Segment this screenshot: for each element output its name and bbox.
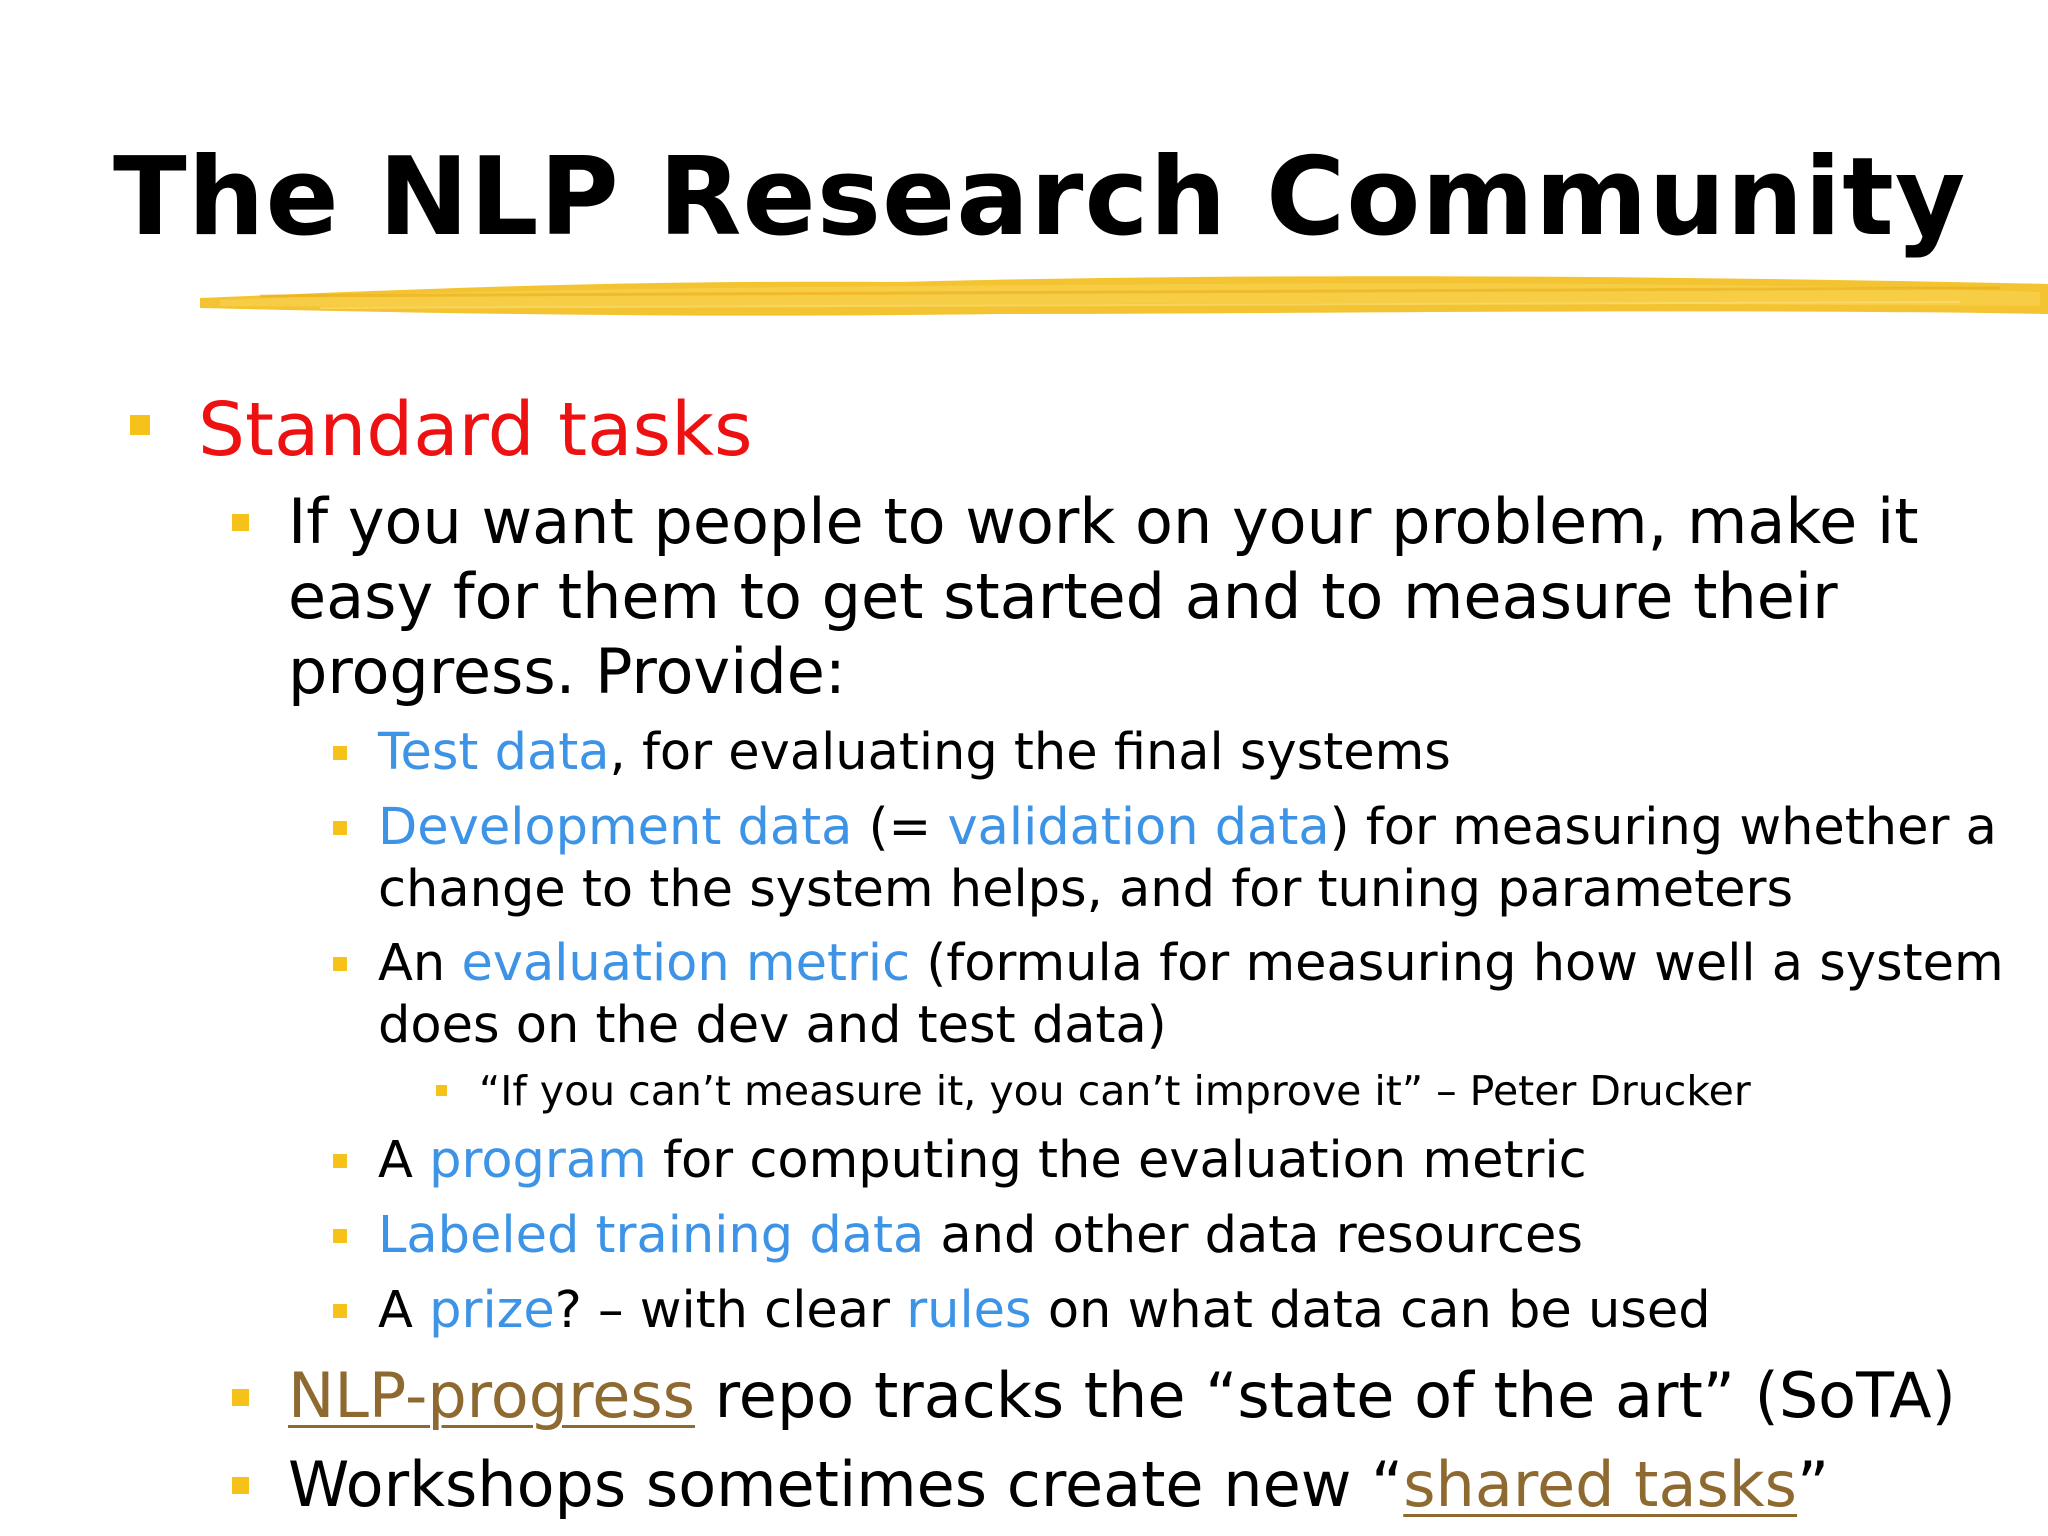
test-data-bullet — [333, 746, 347, 760]
labeled-data-item — [378, 1205, 1583, 1267]
prize-bullet — [333, 1304, 347, 1318]
validation-data-term: validation data — [947, 798, 1330, 857]
intro-line-2: easy for them to get started and to measure their — [288, 560, 1838, 633]
title-underline-brushstroke — [200, 262, 2048, 332]
program-desc: for computing the evaluation metric — [646, 1131, 1587, 1190]
nlp-progress-bullet — [232, 1389, 249, 1406]
nlp-progress-link[interactable]: NLP-progress — [288, 1359, 695, 1432]
drucker-quote: “If you can’t measure it, you can’t improve it” – Peter Drucker — [479, 1067, 1751, 1115]
test-data-desc: , for evaluating the final systems — [609, 723, 1451, 782]
rules-term: rules — [906, 1281, 1032, 1340]
labeled-data-desc: and other data resources — [924, 1206, 1583, 1265]
prize-term: prize — [429, 1281, 555, 1340]
intro-line-1: If you want people to work on your problem, make it — [288, 485, 1919, 558]
labeled-data-bullet — [333, 1229, 347, 1243]
dev-data-desc: ) for measuring whether a — [1329, 798, 1997, 857]
evaluation-metric-term: evaluation metric — [461, 934, 911, 993]
metric-bullet — [333, 957, 347, 971]
test-data-term: Test data — [378, 723, 610, 782]
nlp-progress-desc: repo tracks the “state of the art” (SoTA) — [694, 1359, 1956, 1432]
program-bullet — [333, 1154, 347, 1168]
level1-bullet — [130, 415, 150, 435]
prize-desc: on what data can be used — [1031, 1281, 1711, 1340]
workshops-pre: Workshops sometimes create new “ — [288, 1448, 1404, 1521]
standard-tasks-text: Standard tasks — [198, 387, 753, 473]
metric-item — [378, 933, 2004, 995]
labeled-training-data-term: Labeled training data — [378, 1206, 925, 1265]
dev-data-item — [378, 797, 1997, 859]
prize-mid: ? – with clear — [554, 1281, 907, 1340]
metric-desc: (formula for measuring how well a system — [910, 934, 2004, 993]
standard-tasks-heading — [198, 385, 753, 475]
dev-data-item-line-2: change to the system helps, and for tuning parameters — [378, 860, 1794, 919]
program-pre: A — [378, 1131, 430, 1190]
dev-data-mid: (= — [852, 798, 948, 857]
prize-pre: A — [378, 1281, 430, 1340]
workshops-bullet — [232, 1477, 249, 1494]
workshops-post: ” — [1797, 1448, 1830, 1521]
program-term: program — [429, 1131, 647, 1190]
metric-item-line-2: does on the dev and test data) — [378, 996, 1167, 1055]
program-item — [378, 1130, 1587, 1192]
dev-data-bullet — [333, 821, 347, 835]
slide-title: The NLP Research Community — [113, 135, 1967, 260]
intro-bullet — [232, 514, 249, 531]
shared-tasks-link[interactable]: shared tasks — [1403, 1448, 1797, 1521]
prize-item — [378, 1280, 1711, 1342]
dev-data-term: Development data — [378, 798, 853, 857]
metric-pre: An — [378, 934, 462, 993]
intro-line-3: progress. Provide: — [288, 635, 846, 708]
nlp-progress-item — [288, 1358, 1956, 1433]
workshops-item — [288, 1447, 1829, 1522]
quote-bullet — [436, 1085, 447, 1096]
test-data-item — [378, 722, 1451, 784]
